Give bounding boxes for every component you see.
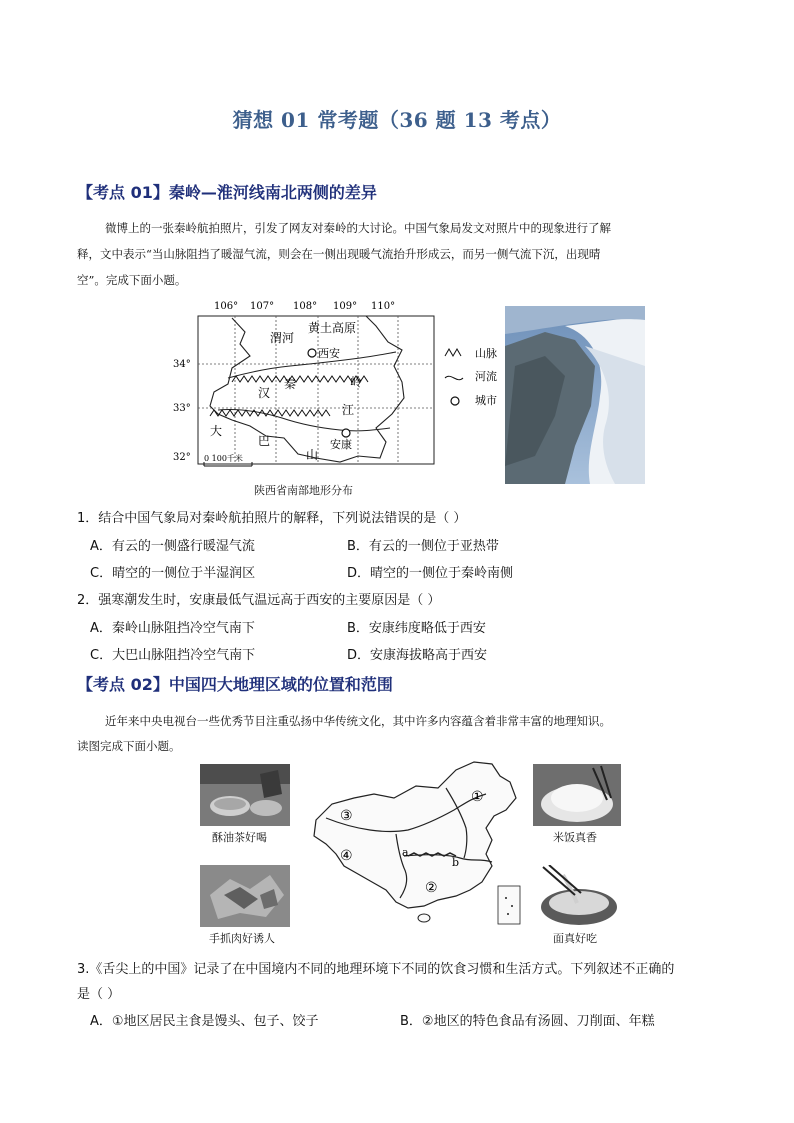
lat-label: 32° xyxy=(173,452,191,463)
map-caption: 陕西省南部地形分布 xyxy=(254,484,353,497)
label-qin: 秦 xyxy=(284,377,297,391)
region-marker-1: ① xyxy=(471,789,484,805)
city-legend-icon xyxy=(451,397,459,405)
q3-option-b[interactable]: B．②地区的特色食品有汤圆、刀削面、年糕 xyxy=(400,1014,655,1029)
butter-tea-photo xyxy=(200,764,290,826)
point-a-label: a xyxy=(402,846,409,859)
label-ling: 岭 xyxy=(350,375,363,389)
noodles-photo xyxy=(533,865,621,927)
q2-option-c[interactable]: C．大巴山脉阻挡冷空气南下 xyxy=(90,648,256,663)
label-da: 大 xyxy=(210,424,223,438)
label-ba: 巴 xyxy=(258,434,271,448)
china-regions-map xyxy=(296,758,532,936)
map-legend xyxy=(443,340,505,412)
shaanxi-terrain-map xyxy=(170,296,440,472)
region-marker-4: ④ xyxy=(340,848,353,864)
point-b-label: b xyxy=(452,856,460,869)
section1-para-line2: 释，文中表示“当山脉阻挡了暖湿气流，则会在一侧出现暖气流抬升形成云，而另一侧气流下沉，出现晴 xyxy=(77,247,601,261)
q1-option-d[interactable]: D．晴空的一侧位于秦岭南侧 xyxy=(347,566,514,581)
rice-photo xyxy=(533,764,621,826)
label-shan: 山 xyxy=(306,448,319,462)
lon-label: 108° xyxy=(293,301,318,312)
lon-label: 107° xyxy=(250,301,275,312)
caption-rice: 米饭真香 xyxy=(553,831,597,844)
q2-option-b[interactable]: B．安康纬度略低于西安 xyxy=(347,621,486,636)
q1-option-a[interactable]: A．有云的一侧盛行暖湿气流 xyxy=(90,539,255,554)
section2-para-line2: 读图完成下面小题。 xyxy=(77,739,181,753)
section2-para-line1: 近年来中央电视台一些优秀节目注重弘扬中华传统文化，其中许多内容蕴含着非常丰富的地理知识。 xyxy=(105,714,611,728)
label-ankang: 安康 xyxy=(330,438,352,451)
question-2-stem: 2．强寒潮发生时，安康最低气温远高于西安的主要原因是（ ） xyxy=(77,593,441,608)
label-weihe: 渭河 xyxy=(270,331,295,345)
qinling-aerial-photo xyxy=(505,306,645,484)
page-title: 猜想 01 常考题（36 题 13 考点） xyxy=(232,108,562,132)
q1-option-b[interactable]: B．有云的一侧位于亚热带 xyxy=(347,539,499,554)
legend-river: 河流 xyxy=(475,370,497,383)
lat-label: 33° xyxy=(173,403,191,414)
hand-grabbed-meat-photo xyxy=(200,865,290,927)
q2-option-a[interactable]: A．秦岭山脉阻挡冷空气南下 xyxy=(90,621,255,636)
section2-heading: 【考点 02】中国四大地理区域的位置和范围 xyxy=(77,675,393,694)
q2-option-d[interactable]: D．安康海拔略高于西安 xyxy=(347,648,488,663)
lon-label: 110° xyxy=(371,301,396,312)
river-legend-icon xyxy=(445,376,463,379)
q1-option-c[interactable]: C．晴空的一侧位于半湿润区 xyxy=(90,566,256,581)
caption-butter-tea: 酥油茶好喝 xyxy=(212,831,267,844)
label-jiang: 江 xyxy=(342,403,355,417)
question-3-stem-line2: 是（ ） xyxy=(77,987,121,1002)
caption-noodles: 面真好吃 xyxy=(553,932,597,945)
ankang-city-marker xyxy=(342,429,350,437)
lon-label: 106° xyxy=(214,301,239,312)
legend-city: 城市 xyxy=(475,394,497,407)
legend-mountain: 山脉 xyxy=(475,347,497,360)
section1-heading: 【考点 01】秦岭—淮河线南北两侧的差异 xyxy=(77,183,377,202)
section1-para-line1: 微博上的一张秦岭航拍照片，引发了网友对秦岭的大讨论。中国气象局发文对照片中的现象进行了解 xyxy=(105,221,611,235)
q3-option-a[interactable]: A．①地区居民主食是馒头、包子、饺子 xyxy=(90,1014,319,1029)
xian-city-marker xyxy=(308,349,316,357)
label-xian: 西安 xyxy=(318,347,340,360)
lon-label: 109° xyxy=(333,301,358,312)
label-han: 汉 xyxy=(258,386,271,400)
lat-label: 34° xyxy=(173,359,191,370)
scale-label: 0 100千米 xyxy=(204,454,243,463)
region-marker-2: ② xyxy=(425,880,438,896)
mountain-legend-icon xyxy=(445,349,461,356)
question-3-stem-line1: 3.《舌尖上的中国》记录了在中国境内不同的地理环境下不同的饮食习惯和生活方式。下列叙述不正确的 xyxy=(77,962,675,977)
caption-hand-meat: 手抓肉好诱人 xyxy=(209,932,275,945)
question-1-stem: 1．结合中国气象局对秦岭航拍照片的解释，下列说法错误的是（ ） xyxy=(77,511,467,526)
section1-para-line3: 空”。完成下面小题。 xyxy=(77,273,187,287)
region-marker-3: ③ xyxy=(340,808,353,824)
label-loess-plateau: 黄土高原 xyxy=(308,321,357,335)
